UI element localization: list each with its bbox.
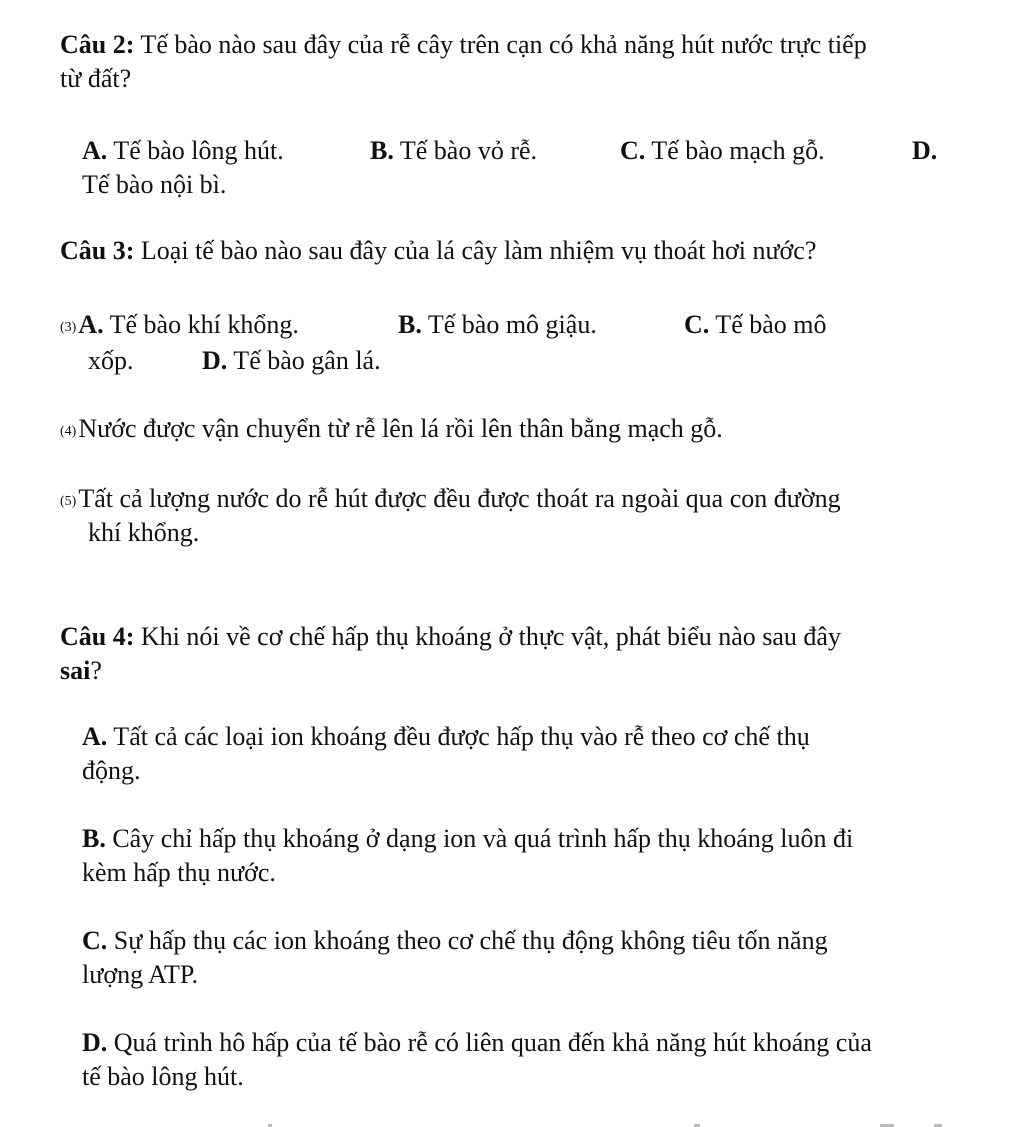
option-letter: A. bbox=[82, 136, 108, 165]
q4-option-b bbox=[82, 822, 853, 856]
statement-4 bbox=[60, 412, 723, 449]
q4-text: Khi nói về cơ chế hấp thụ khoáng ở thực vật, phát biểu nào sau đây bbox=[134, 622, 841, 651]
q4-option-d-cont bbox=[82, 1060, 244, 1094]
option-text: Tế bào mạch gỗ. bbox=[645, 136, 825, 165]
statement-5-cont bbox=[88, 516, 199, 550]
option-letter: B. bbox=[82, 824, 106, 853]
q3-option-c bbox=[684, 308, 827, 342]
statement-number: (3) bbox=[60, 320, 77, 335]
q3-label: Câu 3: bbox=[60, 236, 135, 265]
q4-emphasis: sai bbox=[60, 656, 91, 685]
option-text: Tế bào khí khổng. bbox=[103, 310, 299, 339]
option-letter: D. bbox=[912, 136, 938, 165]
q4-question-line-1 bbox=[60, 620, 841, 654]
option-text: Tế bào lông hút. bbox=[107, 136, 284, 165]
option-text: Cây chỉ hấp thụ khoáng ở dạng ion và quá trình hấp thụ khoáng luôn đi bbox=[105, 824, 854, 853]
statement-text: Tất cả lượng nước do rễ hút được đều được thoát ra ngoài qua con đường bbox=[78, 484, 841, 513]
option-letter: D. bbox=[202, 346, 228, 375]
q3-question-line bbox=[60, 234, 816, 268]
q4-question-line-2 bbox=[60, 654, 102, 688]
q2-text-cont: từ đất? bbox=[60, 64, 132, 93]
statement-text: khí khổng. bbox=[88, 518, 200, 547]
option-text: kèm hấp thụ nước. bbox=[82, 858, 276, 887]
q2-label: Câu 2: bbox=[60, 30, 135, 59]
q4-option-a bbox=[82, 720, 810, 754]
q2-question-line-1 bbox=[60, 28, 867, 62]
option-text: lượng ATP. bbox=[82, 960, 198, 989]
q4-option-a-cont bbox=[82, 754, 141, 788]
q2-text: Tế bào nào sau đây của rễ cây trên cạn có khả năng hút nước trực tiếp bbox=[134, 30, 867, 59]
statement-text: Nước được vận chuyển từ rễ lên lá rồi lên thân bằng mạch gỗ. bbox=[78, 414, 723, 443]
option-text: động. bbox=[82, 756, 141, 785]
option-text: Sự hấp thụ các ion khoáng theo cơ chế thụ động không tiêu tốn năng bbox=[107, 926, 828, 955]
q4-option-c bbox=[82, 924, 828, 958]
q4-text-cont: ? bbox=[90, 656, 102, 685]
option-text: Tế bào gân lá. bbox=[227, 346, 381, 375]
option-letter: B. bbox=[398, 310, 422, 339]
option-text: xốp. bbox=[88, 346, 134, 375]
statement-number: (5) bbox=[60, 494, 77, 509]
statement-number: (4) bbox=[60, 424, 77, 439]
q2-option-a bbox=[82, 134, 284, 168]
option-text: Tế bào vỏ rễ. bbox=[393, 136, 538, 165]
q2-question-line-2 bbox=[60, 62, 131, 96]
option-letter: A. bbox=[82, 722, 108, 751]
q4-option-c-cont bbox=[82, 958, 198, 992]
q3-option-c-cont bbox=[88, 344, 134, 378]
q2-option-c bbox=[620, 134, 825, 168]
q2-option-d bbox=[912, 134, 937, 168]
option-text: Tế bào mô bbox=[709, 310, 827, 339]
statement-5 bbox=[60, 482, 841, 519]
option-text: tế bào lông hút. bbox=[82, 1062, 244, 1091]
q4-option-d bbox=[82, 1026, 872, 1060]
q4-label: Câu 4: bbox=[60, 622, 135, 651]
q2-option-b bbox=[370, 134, 537, 168]
option-letter: C. bbox=[82, 926, 108, 955]
option-letter: B. bbox=[370, 136, 394, 165]
option-letter: C. bbox=[620, 136, 646, 165]
option-letter: D. bbox=[82, 1028, 108, 1057]
q3-option-d bbox=[202, 344, 381, 378]
q2-option-d-text bbox=[82, 168, 226, 202]
q3-option-b bbox=[398, 308, 597, 342]
q3-option-a bbox=[60, 308, 299, 345]
option-text: Tế bào nội bì. bbox=[82, 170, 227, 199]
q3-text: Loại tế bào nào sau đây của lá cây làm nhiệm vụ thoát hơi nước? bbox=[134, 236, 817, 265]
option-letter: A. bbox=[78, 310, 104, 339]
option-text: Quá trình hô hấp của tế bào rễ có liên quan đến khả năng hút khoáng của bbox=[107, 1028, 872, 1057]
option-text: Tế bào mô giậu. bbox=[421, 310, 597, 339]
q4-option-b-cont bbox=[82, 856, 276, 890]
option-letter: C. bbox=[684, 310, 710, 339]
option-text: Tất cả các loại ion khoáng đều được hấp thụ vào rễ theo cơ chế thụ bbox=[107, 722, 810, 751]
